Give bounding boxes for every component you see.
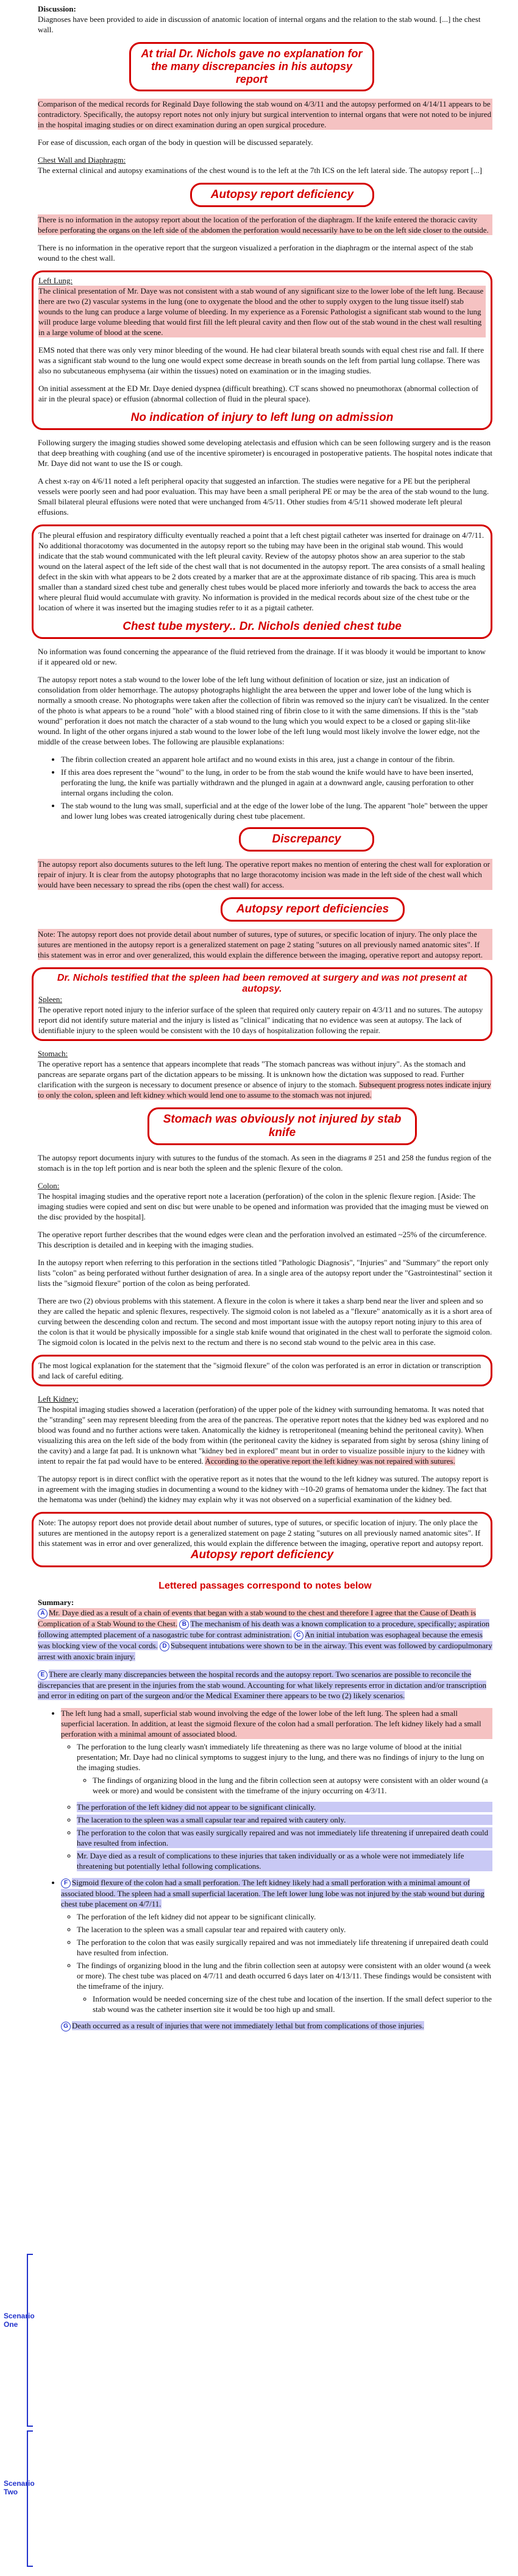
- list-item: • The fibrin collection created an apparent hole artifact and no wound exists in this area, just a change in contour of the fibrin.: [61, 754, 492, 764]
- list-item: • The left lung had a small, superficial stab wound involving the edge of the lower lobe of the left lung. The spleen had a small superficial laceration. In addition, at least the sigmoid flexure of the colon had a small perforation. The left kidney likely had a small perforation with a minimal amount of associated blood.: [61, 1708, 492, 1739]
- discussion-heading: Discussion:: [38, 4, 76, 13]
- letter-badge: D: [160, 1642, 169, 1651]
- list-item: ◦ The findings of organizing blood in the lung and the fibrin collection seen at autopsy were consistent with an older wound (a week or more). The chest tube was placed on 4/7/11 and death occurred 6 days later on 4/13/11. These findings would be consistent with the timeframe of the injury.: [77, 1960, 492, 1991]
- left-kidney-heading: Left Kidney:: [38, 1394, 79, 1403]
- chest-tube-box: [32, 524, 492, 639]
- note-chest-tube-mystery: Chest tube mystery.. Dr. Nichols denied chest tube: [122, 620, 402, 633]
- left-lung-note-box: Note: The autopsy report does not provide detail about number of sutures, type of sutures, or specific location of injury. The only place the sutures are mentioned in the autopsy report is a generalized statement on page 2 stating "sutures on all previously named anatomic sites". If this statement was in error and over generalized, this would explain the difference between the imaging, operative report and autopsy report.: [38, 929, 492, 960]
- discussion-intro: Diagnoses have been provided to aide in discussion of anatomic location of internal organs and the relation to the stab wound. [...] the chest wall.: [38, 15, 481, 34]
- operative-chest-paragraph: There is no information in the operative report that the surgeon visualized a perforation in the diaphragm or the internal aspect of the stab wound to the chest wall.: [38, 243, 474, 263]
- left-lung-xray: A chest x-ray on 4/6/11 noted a left peripheral opacity that suggested an infarction. The studies were negative for a PE but the peripheral vessels were poorly seen and had poor evaluation. This may have been a small peripheral PE or may be the area of the stab wound to the lung. Small bilateral pleural effusions were noted that were unchanged from 4/5/11. Other studies from 4/5/11 showed moderate left pleural effusions.: [38, 476, 489, 517]
- diaphragm-paragraph: There is no information in the autopsy report about the location of the perforation of the diaphragm. If the knife entered the thoracic cavity before perforating the organs on the left side of the abdomen the perforation would necessarily have to be on the left side closer to the outside.: [38, 214, 492, 235]
- left-kidney-p1: The hospital imaging studies showed a laceration (perforation) of the upper pole of the kidney with surrounding hematoma. It was noted that the "stranding" seen may represent bleeding from the area of the pancreas. The operative report notes that the kidney bed was explored and no blood was found and no further actions were taken. Anatomically the kidney is retroperitoneal (meaning behind the peritoneal cavity). When visualizing this area on the left side of the body from within (the peritoneal cavity the kidney is separated from sight by serosa (shiny lining of the cavity) and a large fat pad. It is unknown what "kidney bed in explored" meant but in order to visualize possible injury to the kidney with intent to repair the fat pad would have to be entered.: [38, 1405, 489, 1466]
- scenario-two-bracket: [27, 2430, 33, 2567]
- spleen-box: [32, 967, 492, 1041]
- left-kidney-highlight: According to the operative report the left kidney was not repaired with sutures.: [205, 1456, 455, 1466]
- list-item: [77, 1775, 492, 1796]
- scenario-two-lead: Sigmoid flexure of the colon had a small perforation. The left kidney likely had a small perforation with a minimal amount of associated blood. The spleen had a small superficial laceration. The left lower lung lobe was not injured by the stab wound but during chest tube placement on 4/7/11.: [61, 1878, 484, 1908]
- left-lung-box: [32, 270, 492, 430]
- kidney-note-text: Note: The autopsy report does not provide detail about number of sutures, type of sutures, or specific location of injury. The only place the sutures are mentioned in the autopsy report is a generalized statement on page 2 stating "sutures on all previously named anatomic sites". If this statement was in error and over generalized, this would explain the difference between the imaging, operative report and autopsy report.: [38, 1518, 484, 1548]
- left-lung-sutures: The autopsy report also documents sutures to the left lung. The operative report makes no mention of entering the chest wall for exploration or repair of injury. It is clear from the autopsy photographs that no large thoracotomy incision was made in the left side of the chest wall which would have been necessary to spread the ribs (open the chest wall) for access.: [38, 859, 492, 890]
- letter-badge: E: [38, 1670, 48, 1680]
- summary-a: [38, 1607, 492, 1662]
- stomach-autopsy: The autopsy report documents injury with sutures to the fundus of the stomach. As seen in the diagrams # 251 and 258 the fundus region of the stomach is in the top left portion and is near both the spleen and the splenic flexure of the colon.: [38, 1153, 492, 1173]
- list-item: [61, 1741, 492, 1871]
- chest-wall-text: The external clinical and autopsy examinations of the chest wound is to the left at the 7th ICS on the left lateral side. The autopsy report [...]: [38, 166, 482, 175]
- document-body: [38, 0, 492, 2031]
- discussion-section: [38, 4, 492, 35]
- note-spleen-removed: Dr. Nichols testified that the spleen had been removed at surgery and was not present at autopsy.: [57, 973, 467, 994]
- list-item: [61, 1877, 492, 1909]
- letter-badge: B: [179, 1620, 189, 1629]
- lettered-title: Lettered passages correspond to notes below: [158, 1581, 372, 1591]
- list-item: ◦ Information would be needed concerning size of the chest tube and location of the insertion. If the small defect superior to the stab wound was the catheter insertion site it would be too high up and small.: [93, 1994, 492, 2014]
- scenario-two-list: [38, 1877, 492, 2031]
- list-item: ◦ The perforation of the left kidney did not appear to be significant clinically.: [77, 1802, 492, 1812]
- lung-explanations-list: [38, 754, 492, 821]
- colon-p3: In the autopsy report when referring to this perforation in the sections titled "Pathologic Diagnosis", "Injuries" and "Summary" the report only lists "colon" as being perforated without further designation of area. In a single area of the autopsy report under the "Gastrointestinal" section it lists the "sigmoid flexure" portion of the colon as being perforated.: [38, 1258, 492, 1288]
- comparison-paragraph: Comparison of the medical records for Reginald Daye following the stab wound on 4/3/11 and the autopsy performed on 4/14/11 appears to be contradictory. Specifically, the autopsy report notes not only injury but surgical intervention to internal organs that were not noted to be injured in the hospital imaging studies or on direct examination during an open surgical procedure.: [38, 99, 492, 129]
- note-no-lung-injury: No indication of injury to left lung on admission: [130, 411, 394, 424]
- scenario-one-list: [38, 1708, 492, 1871]
- colon-p4: There are two (2) obvious problems with this statement. A flexure in the colon is where it takes a sharp bend near the liver and spleen and so they are called the hepatic and splenic flexures, respectively. The sigmoid colon is not labeled as a "flexure" anatomically as it is a short area of curving between the descending colon and rectum. The second and most important issue with the autopsy report noting injury to this area of the colon is that it would be physically impossible for a single stab knife wound that originated in the chest wall to perforate the sigmoid colon. The sigmoid colon is located in the pelvis next to the rectum and there is no second stab wound to the pelvic area in this case.: [38, 1296, 492, 1347]
- list-item: ◦ The laceration to the spleen was a small capsular tear and repaired with cautery only.: [77, 1924, 492, 1935]
- left-kidney-p2: The autopsy report is in direct conflict with the operative report as it notes that the wound to the left kidney was sutured. The autopsy report is in agreement with the imaging studies in documenting a wound to the kidney with ~10-20 grams of hematoma under the kidney. The fact that the hematoma was under (behind) the kidney may explain why it was not observed on a superficial examination of the kidney bed.: [38, 1474, 489, 1504]
- summary-a-text: Mr. Daye died as a result of a chain of events that began with a stab wound to the chest and therefore I agree that the Cause of Death is Complication of a Stab Wound to the Chest.: [38, 1608, 477, 1628]
- note-stomach: Stomach was obviously not injured by stab knife: [147, 1107, 417, 1145]
- kidney-note-box: [32, 1512, 492, 1567]
- list-item: • If this area does represent the "wound" to the lung, in order to be from the stab wound the knife would have to have been inserted, perforating the lung, the knife was partially withdrawn and the plunged in again at a downward angle, causing perforation to other internal organs including the colon.: [61, 767, 492, 798]
- left-lung-no-info: No information was found concerning the appearance of the fluid retrieved from the drainage. If it was bloody it would be important to know if it appeared old or new.: [38, 647, 486, 666]
- summary-e: [38, 1669, 492, 1701]
- note-autopsy-deficiencies: Autopsy report deficiencies: [221, 897, 405, 922]
- left-lung-autopsy: The autopsy report notes a stab wound to the lower lobe of the left lung without definition of location or size, just an indication of consolidation from older hemorrhage. The autopsy photographs highlight the area between the upper and lower lobe of the lung which is normally a smooth crease. No photographs were taken after the collection of fibrin was removed so the injury can't be visualized. In the center of the photo is what appears to be a round "hole" with a blood stained ring of fibrin close to it with the same dimensions. If this is the "stab wound" perforation it does not match the character of a stab wound to the lung which you would expect to be a closed or gaping slit-like wound. In light of the other organs injured a stab wound to the lower lobe of the left lung would most likely involve the lower edge, not the middle of the crease between lobes. The following are plausible explanations:: [38, 675, 489, 746]
- note-chest-deficiency: Autopsy report deficiency: [190, 183, 374, 207]
- list-item: ◦ The perforation to the colon that was easily surgically repaired and was not immediately life threatening if unrepaired death could have resulted from infection.: [77, 1937, 492, 1958]
- stomach-text: The operative report has a sentence that appears incomplete that reads "The stomach pancreas was without injury". As the stomach and pancreas are separate organs part of the dictation appears to be missing. It is unknown how the dictation was supposed to read. Further clarification with the surgeon is necessary to document presence or absence of injury to the stomach.: [38, 1059, 466, 1089]
- left-lung-heading: Left Lung:: [38, 276, 73, 285]
- scenario-one-label: Scenario One: [4, 2312, 35, 2329]
- left-lung-pleural: The pleural effusion and respiratory difficulty eventually reached a point that a left chest pigtail catheter was inserted for drainage on 4/7/11. No additional thoracotomy was documented in the autopsy report so the tubing may have been in the original stab wound. This would indicate that the stab wound communicated with the left pleural cavity. Review of the autopsy photos show an area superior to the stab wound on the lateral aspect of the left side of the chest wall that is not documented in the autopsy report. The area consists of a small healing defect in the skin with what appears to be 2 dots created by a marker that are at the approximate distance of rib spacing. This area is much smaller than a standard sized chest tube and generally chest tubes would be placed more inferiorly and towards the back to access the area where pleural fluid would accumulate with gravity. No information is provided in the medical records about size of the chest tube or the location of where it was inserted but the imaging studies refer to it as a pigtail catheter.: [38, 531, 485, 612]
- list-item: ◦ Mr. Daye died as a result of complications to these injuries that taken individually or as a whole were not immediately life threatening but potentially lethal following complications.: [77, 1851, 492, 1871]
- list-item: ◦ The laceration to the spleen was a small capsular tear and repaired with cautery only.: [77, 1815, 492, 1825]
- stomach-heading: Stomach:: [38, 1049, 68, 1058]
- note-discrepancy: Discrepancy: [239, 827, 374, 852]
- colon-heading: Colon:: [38, 1181, 60, 1190]
- list-item: ◦ The perforation of the left kidney did not appear to be significant clinically.: [77, 1911, 492, 1922]
- colon-box: The most logical explanation for the statement that the "sigmoid flexure" of the colon was perforated is an error in dictation or transcription and lack of careful editing.: [32, 1355, 492, 1386]
- left-lung-clinical: The clinical presentation of Mr. Daye was not consistent with a stab wound of any significant size to the lower lobe of the left lung. Because there are two (2) vascular systems in the lung (one to oxygenate the blood and the other to supply oxygen to the lung tissue itself) stab wounds to the lung can produce a large volume of bleeding. In my experience as a Forensic Pathologist a significant stab wound to the lung will produce large volume bleeding that would first fill the left pleural cavity and then flow out of the stab wound in the chest wall resulting in a large volume of blood at the scene.: [38, 286, 486, 337]
- letter-badge: F: [61, 1879, 71, 1888]
- list-item: ◦ The perforation to the lung clearly wasn't immediately life threatening as there was no large volume of blood at the initial presentation; Mr. Daye had no clinical symptoms to suggest injury to the lung, and there was no findings of injury to the lung on the imaging studies.: [77, 1741, 492, 1773]
- summary-heading: Summary:: [38, 1598, 74, 1607]
- colon-p1: The hospital imaging studies and the operative report note a laceration (perforation) of the colon in the splenic flexure region. [Aside: The imaging studies were copied and sent on disc but were unable to be opened and information was provided that the imaging must be viewed on the disc provided by the hospital].: [38, 1191, 489, 1221]
- letter-badge: C: [294, 1631, 303, 1640]
- scenario-two-label: Scenario Two: [4, 2479, 35, 2496]
- note-kidney-deficiency: Autopsy report deficiency: [190, 1548, 334, 1561]
- summary-d-text: Subsequent intubations were shown to be in the airway. This event was followed by cardiopulmonary arrest with anoxic brain injury.: [38, 1641, 492, 1661]
- spleen-heading: Spleen:: [38, 995, 62, 1004]
- list-item: [61, 1911, 492, 2014]
- list-item: [77, 1994, 492, 2014]
- summary-b-text: The mechanism of his death was a known complication to a procedure, specifically; aspiration following attempted placement of a nasogastric tube for contrast administration.: [38, 1619, 490, 1639]
- left-lung-following: Following surgery the imaging studies showed some developing atelectasis and effusion which can be seen following surgery and is the reason that deep breathing with coughing (and use of the incentive spirometer) is encouraged in postoperative patients. The hospital notes indicate that Mr. Daye did not want to use the IS or cough.: [38, 438, 492, 468]
- letter-badge: G: [61, 2022, 71, 2031]
- list-item: [61, 2020, 492, 2031]
- spleen-text: The operative report noted injury to the inferior surface of the spleen that required only cautery repair on 4/3/11 and no sutures. The autopsy report did not identify suture material and the injury is listed as "clinical" indicating that no evidence was seen at autopsy. The lack of identifiable injury to the spleen would be consistent with the 10 days of hospitalization following the repair.: [38, 1005, 483, 1035]
- scenario-two-death: Death occurred as a result of injuries that were not immediately lethal but from complications of those injuries.: [72, 2021, 424, 2030]
- summary-e-text: There are clearly many discrepancies between the hospital records and the autopsy report. Two scenarios are possible to reconcile the discrepancies that are present in the injuries from the stab wound. Accounting for what likely represents error in dictation and/or transcription and error in editing on part of the surgeon and/or the Medical Examiner there appears to be two (2) likely scenarios.: [38, 1670, 487, 1700]
- colon-p2: The operative report further describes that the wound edges were clean and the perforation involved an estimated ~25% of the circumference. This description is detailed and in keeping with the imaging studies.: [38, 1230, 487, 1249]
- scenario-one-bracket: [27, 2254, 33, 2427]
- ease-paragraph: For ease of discussion, each organ of the body in question will be discussed separately.: [38, 138, 313, 147]
- summary-c-text: An initial intubation was esophageal because the emesis was blocking view of the vocal cords.: [38, 1630, 483, 1650]
- letter-badge: A: [38, 1609, 48, 1618]
- list-item: • The stab wound to the lung was small, superficial and at the edge of the lower lobe of the lung. The apparent "hole" between the upper and lower lung lobes was created iatrogenically during chest tube placement.: [61, 800, 492, 821]
- left-lung-ems: EMS noted that there was only very minor bleeding of the wound. He had clear bilateral breath sounds with equal chest rise and fall. If there was a significant stab wound to the lung one would expect some decrease in breath sounds on the left from partial lung collapse. There was also no subcutaneous emphysema (air within the tissues) noted on examination or in the imaging studies.: [38, 345, 484, 375]
- note-trial-explanation: At trial Dr. Nichols gave no explanation for the many discrepancies in his autopsy report: [129, 42, 374, 91]
- list-item: ◦ The perforation to the colon that was easily surgically repaired and was not immediately life threatening if unrepaired death could have resulted from infection.: [77, 1827, 492, 1848]
- left-lung-ed: On initial assessment at the ED Mr. Daye denied dyspnea (difficult breathing). CT scans showed no pneumothorax (abnormal collection of air in the pleural space) or effusion (abnormal collection of fluid in the pleural space).: [38, 384, 478, 403]
- stomach-highlight: Subsequent progress notes indicate injury to only the colon, spleen and left kidney which would lend one to assume to the stomach was not injured.: [38, 1080, 491, 1099]
- chest-wall-heading: Chest Wall and Diaphragm:: [38, 155, 126, 164]
- list-item: ◦ The findings of organizing blood in the lung and the fibrin collection seen at autopsy were consistent with an older wound (a week or more) and would be consistent with the timeframe of the injury occurring on 4/3/11.: [93, 1775, 492, 1796]
